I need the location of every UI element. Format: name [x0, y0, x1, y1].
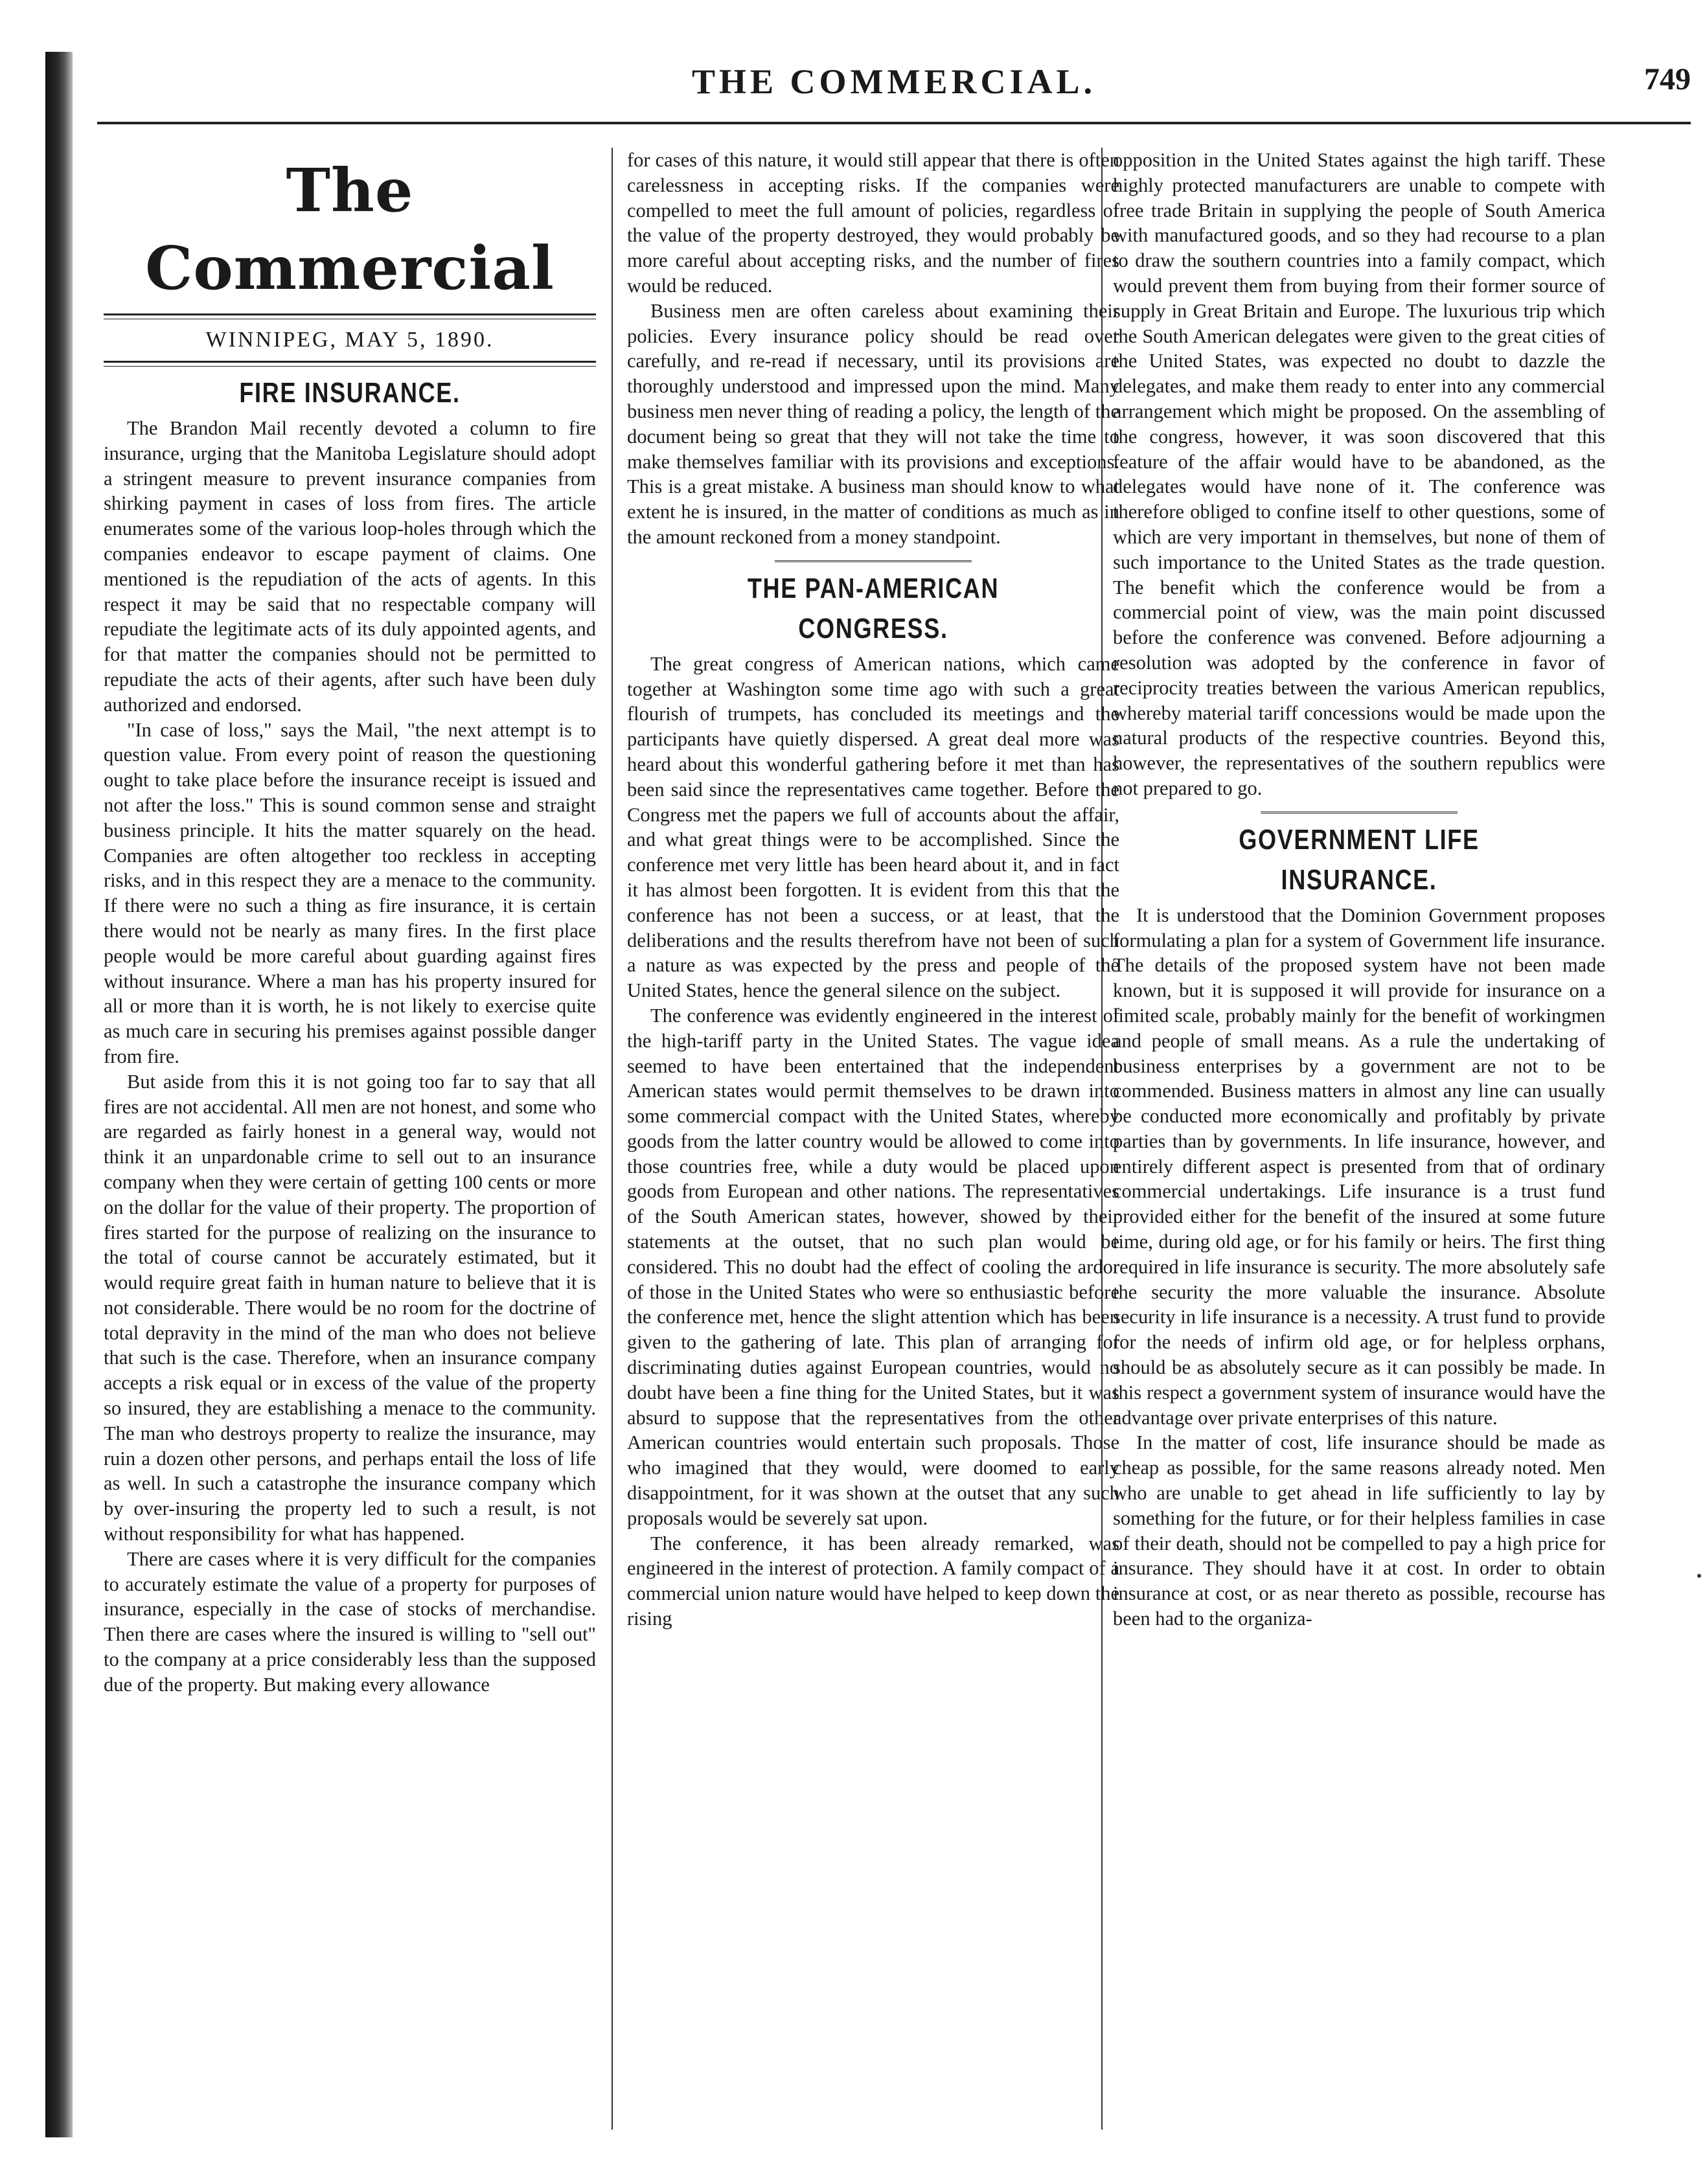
page-number: 749	[1644, 62, 1691, 97]
column-2	[627, 148, 1119, 2123]
paragraph: But aside from this it is not going too far to say that all fires are not accidental. All men are not honest, and some who are regarded as fairly honest in a general way, would not think it an unpardonable crime to sell out to an insurance company when they were certain of getting 100 cents or more on the dollar for the value of their property. The proportion of fires started for the purpose of realizing on the insurance to the total of course cannot be accurately estimated, but it would require great faith in human nature to believe that it is not considerable. There would be no room for the doctrine of total depravity in the mind of the man who does not believe that such is the case. Therefore, when an insurance company accepts a risk equal or in excess of the value of the property so insured, they are establishing a menace to the community. The man who destroys property to realize the insurance, may ruin a dozen other persons, and perhaps entail the loss of life as well. In such a catastrophe the insurance company which by over-insuring the property led to such a result, is not without responsibility for what has happened.	[104, 1070, 596, 1545]
paragraph: "In case of loss," says the Mail, "the next attempt is to question value. From every point of reason the questioning ought to take place before the insurance receipt is issued and not after the loss." This is sound common sense and straight business principle. It hits the matter squarely on the head. Companies are often altogether too reckless in accepting risks, and in this respect they are a menace to the community. If there were no such a thing as fire insurance, it is certain there would not be nearly as many fires. In the first place people would be more careful about guarding against fires without insurance. Where a man has his property insured for all or more than it is worth, he is not likely to exercise quite as much care in securing his premises against possible danger from fire.	[104, 718, 596, 1067]
paragraph: The Brandon Mail recently devoted a column to fire insurance, urging that the Manitoba Legislature should adopt a stringent measure to prevent insurance companies from shirking payment in cases of loss from fires. The article enumerates some of the various loop-holes through which the companies endeavor to escape payment of claims. One mentioned is the repudiation of the acts of agents. In this respect it may be said that no respectable company will repudiate the legitimate acts of its duly appointed agents, and for that matter the companies should not be permitted to repudiate the acts of their agents, after such have been duly authorized and endorsed.	[104, 417, 596, 716]
column-1	[104, 148, 596, 2123]
paragraph: The great congress of American nations, which came together at Washington some time ago with such a great flourish of trumpets, has concluded its meetings and the participants have quietly dispersed. A great deal more was heard about this wonderful gathering before it met than has been said since the representatives came together. Before the Congress met the papers we full of accounts about the affair, and what great things were to be accomplished. Since the conference met very little has been heard about it, and in fact it has almost been forgotten. It is evident from this that the conference has not been a success, or at least, that the deliberations and the results therefrom have not been of such a nature as was expected by the press and people of the United States, hence the general silence on the subject.	[627, 652, 1119, 1002]
paragraph: The conference, it has been already remarked, was engineered in the interest of protection. A family compact of a commercial union nature would have helped to keep down the rising	[627, 1532, 1119, 1630]
paragraph: It is understood that the Dominion Government proposes formulating a plan for a system of Government life insurance. The details of the proposed system have not been made known, but it is supposed it will provide for insurance on a limited scale, probably mainly for the benefit of workingmen and people of small means. As a rule the undertaking of business enterprises by a government are not to be commended. Business matters in almost any line can usually be conducted more economically and profitably by private parties than by governments. In life insurance, however, and entirely different aspect is presented from that of ordinary commercial undertakings. Life insurance is a trust fund provided either for the benefit of the insured at some future time, during old age, or for his family or heirs. The first thing required in life insurance is security. The more absolutely safe the security the more valuable the insurance. Absolute security in life insurance is a necessity. A trust fund to provide for the needs of infirm old age, or for helpless orphans, should be as absolutely secure as it can possibly be made. In this respect a government system of insurance would have the advantage over private enterprises of this nature.	[1113, 904, 1605, 1429]
paragraph: In the matter of cost, life insurance should be made as cheap as possible, for the same reasons already noted. Men who are unable to get ahead in life sufficiently to lay by something for the future, or for their helpless families in case of their death, should not be compelled to pay a high price for insurance. They should have it at cost. In order to obtain insurance at cost, or as near thereto as possible, recourse has been had to the organiza-	[1113, 1431, 1605, 1630]
paragraph: The conference was evidently engineered in the interest of the high-tariff party in the United States. The vague idea seemed to have been entertained that the independent American states would permit themselves to be drawn into some commercial compact with the United States, whereby goods from the latter country would be allowed to come into those countries free, while a duty would be placed upon goods from European and other nations. The representatives of the South American states, however, showed by their statements at the outset, that no such plan would be considered. This no doubt had the effect of cooling the ardor of those in the United States who were so enthusiastic before the conference met, hence the slight attention which has been given to the gathering of late. This plan of arranging for discriminating duties against European countries, would no doubt have been a fine thing for the United States, but it was absurd to suppose that the representatives from the other American countries would entertain such proposals. Those who imagined that they would, were doomed to early disappointment, for it was shown at the outset that any such proposals would be severely sat upon.	[627, 1004, 1119, 1529]
paragraph: Business men are often careless about examining their policies. Every insurance policy should be read over carefully, and re-read if necessary, until its provisions are thoroughly understood and impressed upon the mind. Many business men never thing of reading a policy, the length of the document being so great that they will not take the time to make themselves familiar with its provisions and exceptions. This is a great mistake. A business man should know to what extent he is insured, in the matter of conditions as much as in the amount reckoned from a money standpoint.	[627, 299, 1119, 548]
header-rule	[97, 122, 1691, 124]
column-rule	[612, 148, 613, 2130]
paragraph: There are cases where it is very difficult for the companies to accurately estimate the value of a property for purposes of insurance, especially in the case of stocks of merchandise. Then there are cases where the insured is willing to "sell out" to the company at a price considerably less than the supposed due of the property. But making every allowance	[104, 1547, 596, 1696]
masthead-title: The Commercial	[145, 155, 555, 303]
dateline: WINNIPEG, MAY 5, 1890.	[205, 328, 494, 352]
running-head	[97, 62, 1691, 107]
section-rule	[775, 560, 972, 562]
paragraph: for cases of this nature, it would still appear that there is often carelessness in accepting risks. If the companies were compelled to meet the full amount of policies, regardless of the value of the property destroyed, they would probably be more careful about accepting risks, and the number of fires would be reduced.	[627, 149, 1119, 297]
column-3	[1113, 148, 1605, 2123]
paragraph: opposition in the United States against the high tariff. These highly protected manufacturers are unable to compete with free trade Britain in supplying the people of South America with manufactured goods, and so they had recourse to a plan to draw the southern countries into a family compact, which would prevent them from buying from their former source of supply in Great Britain and Europe. The luxurious trip which the South American delegates were given to the great cities of the United States, was expected no doubt to dazzle the delegates, and make them ready to enter into any commercial arrangement which might be proposed. On the assembling of the congress, however, it was soon discovered that this feature of the affair would have to be abandoned, as the delegates would have none of it. The conference was therefore obliged to confine itself to other questions, some of which are very important in themselves, but none of them of such importance to the United States as the trade question. The benefit which the conference would be from a commercial point of view, was the main point discussed before the conference was convened. Before adjourning a resolution was adopted by the conference in favor of reciprocity treaties between the various American republics, whereby material tariff concessions would be made upon the natural products of the respective countries. Beyond this, however, the representatives of the southern republics were not prepared to go.	[1113, 149, 1605, 799]
article-heading-fire-insurance: FIRE INSURANCE.	[239, 377, 461, 409]
print-speck	[1697, 1574, 1701, 1578]
running-title: THE COMMERCIAL.	[691, 62, 1096, 101]
dateline-rule	[104, 361, 596, 367]
masthead-rule	[104, 313, 596, 319]
binding-edge	[45, 52, 73, 2137]
section-rule	[1261, 812, 1458, 813]
article-heading-government-life: GOVERNMENT LIFE INSURANCE.	[1239, 823, 1480, 896]
article-heading-pan-american: THE PAN-AMERICAN CONGRESS.	[747, 572, 1000, 644]
